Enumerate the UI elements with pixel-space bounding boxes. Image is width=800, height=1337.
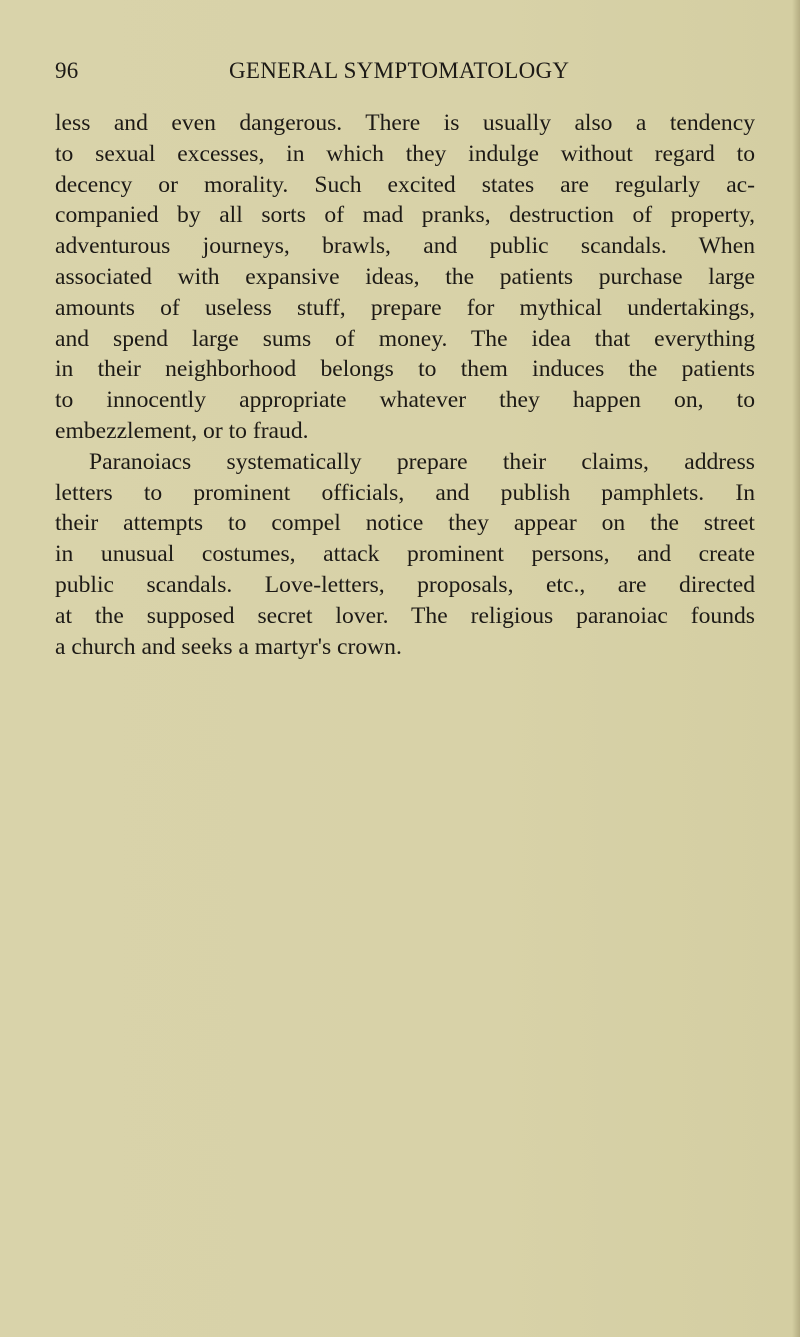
- text-line: in unusual costumes, attack prominent persons, and create: [55, 541, 755, 568]
- page-edge-shadow: [792, 0, 800, 1337]
- running-head: GENERAL SYMPTOMATOLOGY: [229, 58, 570, 83]
- text-line: companied by all sorts of mad pranks, destruction of property,: [55, 202, 755, 229]
- text-line: public scandals. Love-letters, proposals, etc., are directed: [55, 571, 755, 598]
- text-line: associated with expansive ideas, the patients purchase large: [55, 263, 755, 290]
- page-number: 96: [55, 58, 79, 83]
- text-line: Paranoiacs systematically prepare their claims, address: [89, 448, 755, 475]
- text-line: a church and seeks a martyr's crown.: [55, 633, 402, 660]
- text-line: to sexual excesses, in which they indulge without regard to: [55, 140, 755, 167]
- text-line: decency or morality. Such excited states are regularly ac-: [55, 171, 755, 198]
- text-line: and spend large sums of money. The idea that everything: [55, 325, 755, 352]
- page-header: [55, 58, 745, 88]
- text-line: in their neighborhood belongs to them induces the patients: [55, 356, 755, 383]
- text-line: less and even dangerous. There is usually also a tendency: [55, 110, 755, 136]
- text-line: letters to prominent officials, and publish pamphlets. In: [55, 479, 755, 506]
- text-line: embezzlement, or to fraud.: [55, 417, 309, 444]
- body-text: [55, 108, 755, 662]
- text-line: to innocently appropriate whatever they happen on, to: [55, 387, 755, 414]
- text-line: their attempts to compel notice they appear on the street: [55, 510, 755, 537]
- text-line: amounts of useless stuff, prepare for mythical undertakings,: [55, 294, 755, 321]
- text-line: at the supposed secret lover. The religious paranoiac founds: [55, 602, 755, 629]
- text-line: adventurous journeys, brawls, and public scandals. When: [55, 233, 755, 260]
